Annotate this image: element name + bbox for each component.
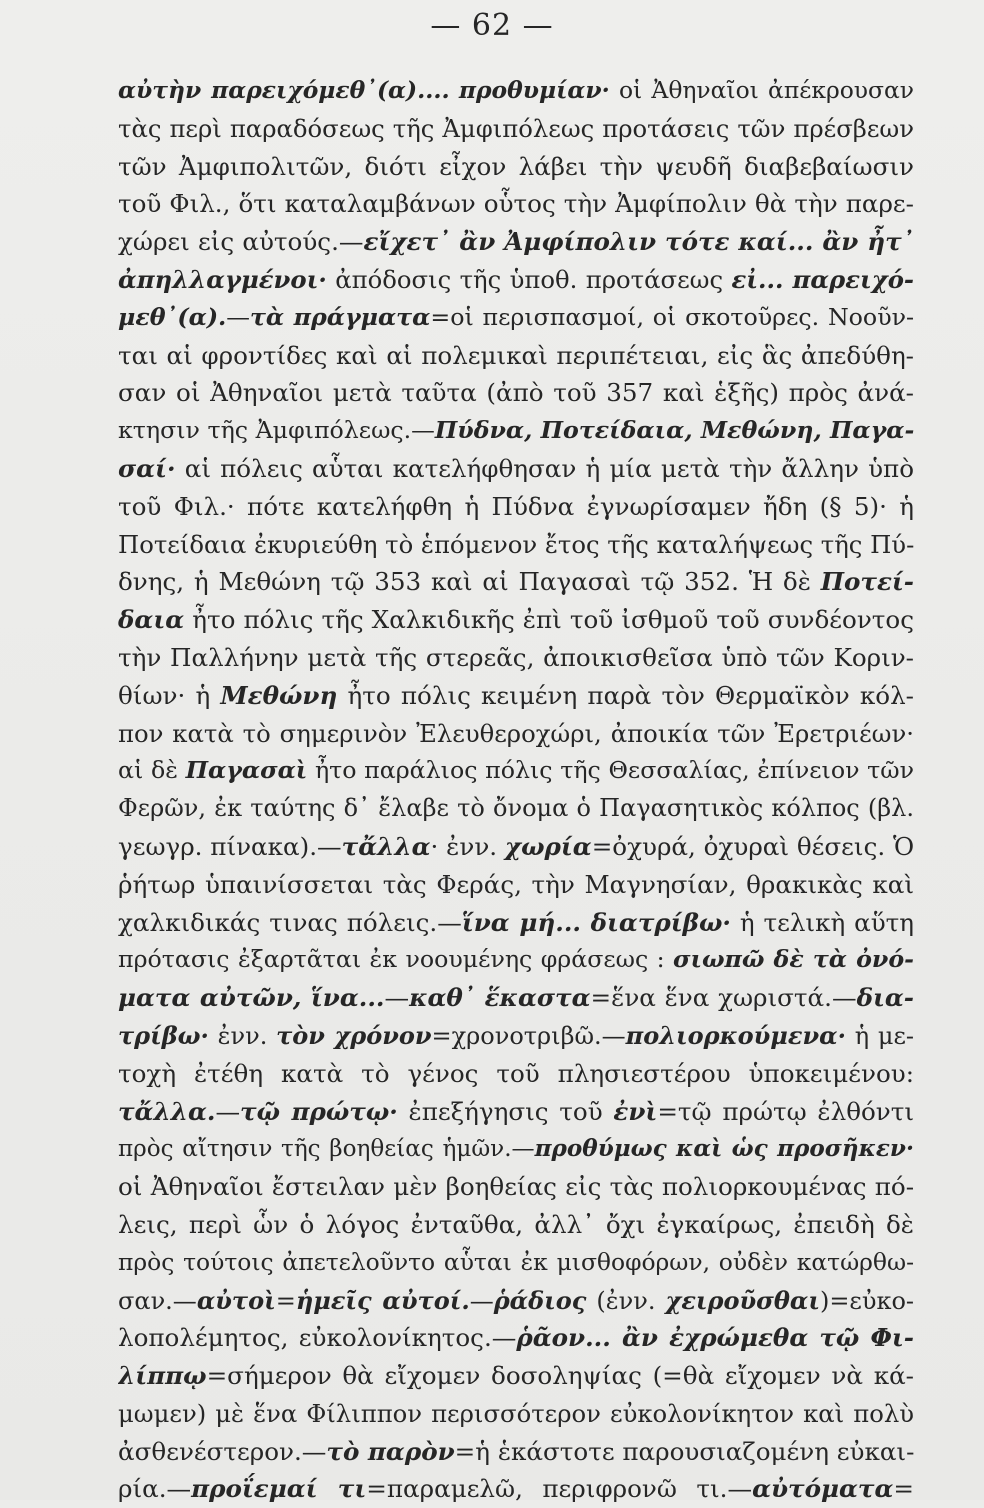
text-run: =χρονοτριβῶ.— xyxy=(431,1021,626,1050)
text-run: θίων· ἡ xyxy=(118,680,221,710)
text-run: ρία.— xyxy=(118,1474,192,1504)
lemma-term: τἄλλα xyxy=(341,831,431,861)
text-line xyxy=(118,1357,914,1395)
lemma-term: προΐεμαί τι xyxy=(191,1474,367,1504)
lemma-term: ἐνὶ xyxy=(613,1096,658,1126)
lemma-term: ἡμεῖς αὐτοί. xyxy=(295,1285,470,1315)
text-line xyxy=(118,374,914,412)
text-run: = xyxy=(893,1474,914,1504)
lemma-term: σαί· xyxy=(118,453,176,483)
text-run: =σήμερον θὰ εἴχομεν δοσοληψίας (=θὰ εἴχομεν νὰ κά- xyxy=(206,1361,914,1391)
lemma-term: εἴχετ᾽ ἂν Ἀμφίπολιν τότε καί... ἂν ἦτ᾽ xyxy=(363,227,914,257)
text-line xyxy=(118,450,914,488)
lemma-term: τὸν χρόνον xyxy=(276,1020,432,1050)
lemma-term: αὐτοὶ xyxy=(196,1285,276,1315)
text-run: χώρει εἰς αὐτούς.— xyxy=(118,227,364,257)
text-line xyxy=(118,1282,914,1320)
text-run: πον κατὰ τὸ σημερινὸν Ἐλευθεροχώρι, ἀποικία τῶν Ἐρετριέων· xyxy=(118,718,914,748)
text-run: Ποτείδαια ἐκυριεύθη τὸ ἑπόμενον ἔτος τῆς καταλήψεως τῆς Πύ- xyxy=(118,529,914,559)
text-run: — xyxy=(215,1096,241,1126)
text-run: σαν.— xyxy=(118,1286,197,1315)
text-run: λεις, περὶ ὧν ὁ λόγος ἐνταῦθα, ἀλλ᾽ ὄχι ἐγκαίρως, ἐπειδὴ δὲ xyxy=(118,1209,914,1239)
lemma-term: Πύδνα, Ποτείδαια, Μεθώνη, Παγα- xyxy=(434,416,914,445)
text-run: μωμεν) μὲ ἕνα Φίλιππον περισσότερον εὐκολονίκητον καὶ πολὺ xyxy=(118,1398,914,1428)
text-run: ἦτο πόλις κειμένη παρὰ τὸν Θερμαϊκὸν κόλ- xyxy=(337,680,914,710)
text-line xyxy=(118,1093,914,1131)
text-run: αἱ δὲ xyxy=(118,756,186,785)
text-line xyxy=(118,337,914,375)
text-line xyxy=(118,185,914,223)
text-line xyxy=(118,790,914,828)
lemma-term: προθυμίαν· xyxy=(458,76,610,104)
lemma-term: χειροῦσθαι xyxy=(665,1285,820,1315)
lemma-term: πολιορκούμενα· xyxy=(625,1020,846,1050)
text-run: οἱ Ἀθηναῖοι ἔστειλαν μὲν βοηθείας εἰς τὰς πολιορκουμένας πό- xyxy=(118,1172,914,1202)
text-line xyxy=(118,223,914,261)
text-run: ῥήτωρ ὑπαινίσσεται τὰς Φεράς, τὴν Μαγνησίαν, θρακικὰς καὶ xyxy=(118,869,914,899)
text-line xyxy=(118,148,914,186)
text-run: λοπολέμητος, εὐκολονίκητος.— xyxy=(118,1323,517,1353)
page-number: — 62 — xyxy=(430,8,554,43)
text-line xyxy=(118,752,914,790)
lemma-term: χωρία xyxy=(504,831,592,861)
text-line xyxy=(118,677,914,715)
text-line xyxy=(118,1244,914,1282)
text-run: =ἡ ἑκάστοτε παρουσιαζομένη εὐκαι- xyxy=(454,1436,914,1466)
lemma-term: Ποτεί- xyxy=(820,567,914,597)
text-run: =παραμελῶ, περιφρονῶ τι.— xyxy=(366,1474,753,1504)
text-run: Φερῶν, ἐκ ταύτης δ᾽ ἔλαβε τὸ ὄνομα ὁ Παγασητικὸς κόλπος (βλ. xyxy=(118,794,914,823)
text-run: ται αἱ φροντίδες καὶ αἱ πολεμικαὶ περιπέτειαι, εἰς ἃς ἀπεδύθη- xyxy=(118,340,914,370)
lemma-term: ῥάδιος xyxy=(493,1285,587,1315)
lemma-term: τἄλλα. xyxy=(118,1096,216,1126)
text-line xyxy=(118,904,914,942)
text-line xyxy=(118,715,914,753)
text-run xyxy=(450,76,459,104)
text-line xyxy=(118,639,914,677)
text-run: ἀσθενέστερον.— xyxy=(118,1436,327,1466)
lemma-term: αὐτὴν παρειχόμεθ᾽(α).... xyxy=(118,76,450,104)
text-run: αἱ πόλεις αὗται κατελήφθησαν ἡ μία μετὰ τὴν ἄλλην ὑπὸ xyxy=(175,453,914,483)
text-line xyxy=(118,72,914,110)
text-run: =τῷ πρώτῳ ἐλθόντι xyxy=(657,1096,914,1126)
text-line xyxy=(118,979,914,1017)
text-line xyxy=(118,601,914,639)
text-run: πρὸς αἴτησιν τῆς βοηθείας ἡμῶν.— xyxy=(118,1136,535,1163)
text-run: — xyxy=(384,983,410,1013)
text-run: ἦτο πόλις τῆς Χαλκιδικῆς ἐπὶ τοῦ ἰσθμοῦ τοῦ συνδέοντος xyxy=(184,605,914,635)
text-run: δνης, ἡ Μεθώνη τῷ 353 καὶ αἱ Παγασαὶ τῷ 352. Ἡ δὲ xyxy=(118,567,821,597)
text-run: (ἐνν. xyxy=(586,1286,666,1315)
text-line xyxy=(118,1206,914,1244)
text-line xyxy=(118,526,914,564)
text-run: = xyxy=(275,1286,296,1315)
lemma-term: τὸ παρὸν xyxy=(326,1436,455,1466)
text-line xyxy=(118,1017,914,1055)
text-run: κτησιν τῆς Ἀμφιπόλεως.— xyxy=(118,416,435,445)
text-line xyxy=(118,261,914,299)
text-line xyxy=(118,866,914,904)
text-run: πρὸς τούτοις ἀπετελοῦντο αὗται ἐκ μισθοφόρων, οὐδὲν κατώρθω- xyxy=(118,1247,914,1276)
text-line xyxy=(118,563,914,601)
text-line xyxy=(118,1395,914,1433)
text-run: τοῦ Φιλ., ὅτι καταλαμβάνων οὗτος τὴν Ἀμφίπολιν θὰ τὴν παρε- xyxy=(118,189,914,219)
lemma-term: εἰ... παρειχό- xyxy=(731,264,914,294)
text-line xyxy=(118,828,914,866)
lemma-term: δαια xyxy=(118,605,185,635)
text-run: — xyxy=(469,1286,494,1315)
text-line xyxy=(118,110,914,148)
lemma-term: δια- xyxy=(856,983,914,1013)
lemma-term: προθύμως καὶ ὡς προσῆκεν· xyxy=(534,1135,914,1163)
text-line xyxy=(118,412,914,450)
text-run: — xyxy=(226,302,250,331)
lemma-term: μεθ᾽(α). xyxy=(118,302,227,331)
lemma-term: τῷ πρώτῳ· xyxy=(240,1096,398,1126)
text-run: τὰς περὶ παραδόσεως τῆς Ἀμφιπόλεως προτάσεις τῶν πρέσβεων xyxy=(118,113,914,143)
lemma-term: λίππῳ xyxy=(118,1361,207,1391)
text-line xyxy=(118,1470,914,1508)
text-run: =οἱ περισπασμοί, οἱ σκοτοῦρες. Νοοῦν- xyxy=(430,302,914,331)
text-run: ἡ τελικὴ αὕτη xyxy=(730,907,914,937)
text-run: γεωγρ. πίνακα).— xyxy=(118,831,342,861)
text-line xyxy=(118,1319,914,1357)
text-run: =ἕνα ἕνα χωριστά.— xyxy=(590,983,857,1013)
text-run: =ὀχυρά, ὀχυραὶ θέσεις. Ὁ xyxy=(591,831,914,861)
text-line xyxy=(118,488,914,526)
text-run: )=εὐκο- xyxy=(819,1286,914,1315)
text-run: · ἐνν. xyxy=(430,831,505,861)
text-line xyxy=(118,1055,914,1093)
text-run: τοῦ Φιλ.· πότε κατελήφθη ἡ Πύδνα ἐγνωρίσαμεν ἤδη (§ 5)· ἡ xyxy=(118,491,914,521)
lemma-term: ματα αὐτῶν, ἵνα... xyxy=(118,983,385,1013)
lemma-term: Παγασαὶ xyxy=(185,756,308,785)
text-run: πρότασις ἐξαρτᾶται ἐκ νοουμένης φράσεως : xyxy=(118,945,674,974)
commentary-text xyxy=(118,72,914,1508)
lemma-term: τρίβω· xyxy=(118,1020,209,1050)
lemma-term: σιωπῶ δὲ τὰ ὀνό- xyxy=(673,945,914,974)
text-line xyxy=(118,1130,914,1168)
text-run: τὴν Παλλήνην μετὰ τῆς στερεᾶς, ἀποικισθεῖσα ὑπὸ τῶν Κοριν- xyxy=(118,642,914,672)
text-run: χαλκιδικάς τινας πόλεις.— xyxy=(118,907,462,937)
text-run: ἐπεξήγησις τοῦ xyxy=(397,1096,614,1126)
text-run: σαν οἱ Ἀθηναῖοι μετὰ ταῦτα (ἀπὸ τοῦ 357 καὶ ἑξῆς) πρὸς ἀνά- xyxy=(118,378,914,408)
text-run: ἐνν. xyxy=(208,1021,277,1050)
text-line xyxy=(118,299,914,337)
text-run: ἡ με- xyxy=(845,1021,914,1050)
lemma-term: Μεθώνη xyxy=(220,680,338,710)
lemma-term: αὐτόματα xyxy=(752,1474,894,1504)
text-run: τῶν Ἀμφιπολιτῶν, διότι εἶχον λάβει τὴν ψευδῆ διαβεβαίωσιν xyxy=(118,151,914,181)
lemma-term: καθ᾽ ἕκαστα xyxy=(409,983,591,1013)
lemma-term: ἀπηλλαγμένοι· xyxy=(118,264,327,294)
lemma-term: ἵνα μή... διατρίβω· xyxy=(461,907,731,937)
text-line xyxy=(118,1433,914,1471)
text-run: ἦτο παράλιος πόλις τῆς Θεσσαλίας, ἐπίνειον τῶν xyxy=(307,756,914,785)
text-run: ἀπόδοσις τῆς ὑποθ. προτάσεως xyxy=(326,264,732,294)
text-line xyxy=(118,941,914,979)
lemma-term: ῥᾶον... ἂν ἐχρώμεθα τῷ Φι- xyxy=(516,1323,914,1353)
lemma-term: τὰ πράγματα xyxy=(249,302,431,331)
text-run: τοχὴ ἐτέθη κατὰ τὸ γένος τοῦ πλησιεστέρου ὑποκειμένου: xyxy=(118,1058,914,1088)
text-run: οἱ Ἀθηναῖοι ἀπέκρουσαν xyxy=(609,76,914,104)
text-line xyxy=(118,1168,914,1206)
